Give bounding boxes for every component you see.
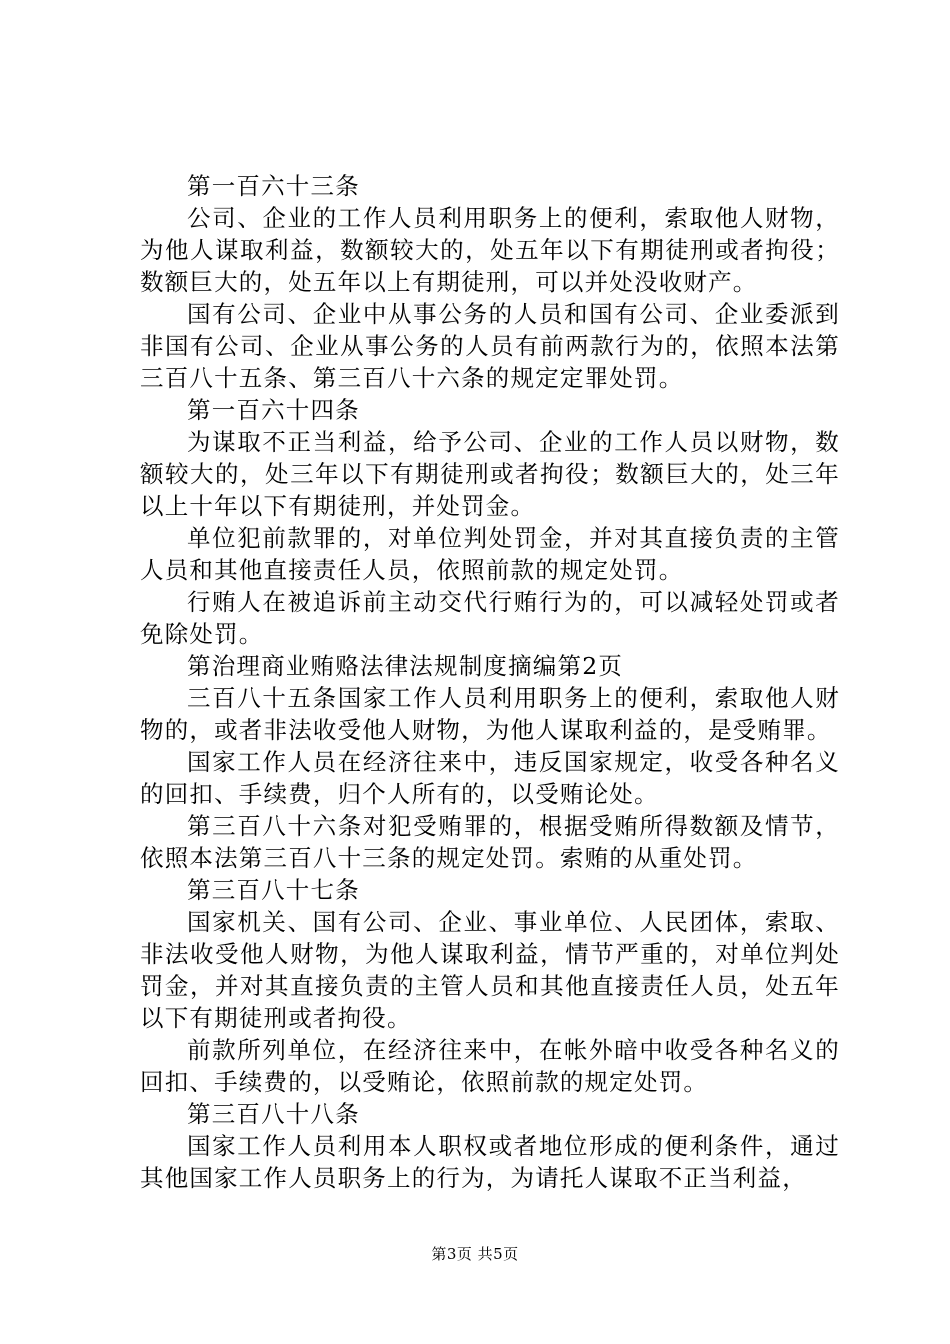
paragraph: 第三百八十六条对犯受贿罪的，根据受贿所得数额及情节，依照本法第三百八十三条的规定处罚。索贿的从重处罚。 <box>140 812 840 872</box>
paragraph: 公司、企业的工作人员利用职务上的便利，索取他人财物，为他人谋取利益，数额较大的，处五年以下有期徒刑或者拘役；数额巨大的，处五年以上有期徒刑，可以并处没收财产。 <box>140 204 840 296</box>
paragraph: 行贿人在被追诉前主动交代行贿行为的，可以减轻处罚或者免除处罚。 <box>140 588 840 648</box>
paragraph: 单位犯前款罪的，对单位判处罚金，并对其直接负责的主管人员和其他直接责任人员，依照前款的规定处罚。 <box>140 524 840 584</box>
article-heading-164: 第一百六十四条 <box>187 396 360 424</box>
paragraph: 国家机关、国有公司、企业、事业单位、人民团体，索取、非法收受他人财物，为他人谋取利益，情节严重的，对单位判处罚金，并对其直接负责的主管人员和其他直接责任人员，处五年以下有期徒刑或者拘役。 <box>140 908 840 1032</box>
paragraph: 第治理商业贿赂法律法规制度摘编第2页 <box>187 652 624 680</box>
paragraph: 国家工作人员在经济往来中，违反国家规定，收受各种名义的回扣、手续费，归个人所有的，以受贿论处。 <box>140 748 840 808</box>
article-heading-163: 第一百六十三条 <box>187 172 360 200</box>
page-number: 第3页 共5页 <box>431 1245 519 1263</box>
page-footer <box>0 1244 950 1264</box>
article-heading-387: 第三百八十七条 <box>187 876 360 904</box>
document-body <box>140 170 840 1194</box>
paragraph: 为谋取不正当利益，给予公司、企业的工作人员以财物，数额较大的，处三年以下有期徒刑或者拘役；数额巨大的，处三年以上十年以下有期徒刑，并处罚金。 <box>140 428 840 520</box>
paragraph: 国家工作人员利用本人职权或者地位形成的便利条件，通过其他国家工作人员职务上的行为，为请托人谋取不正当利益， <box>140 1132 840 1192</box>
article-heading-388: 第三百八十八条 <box>187 1100 360 1128</box>
paragraph: 三百八十五条国家工作人员利用职务上的便利，索取他人财物的，或者非法收受他人财物，为他人谋取利益的，是受贿罪。 <box>140 684 840 744</box>
paragraph: 前款所列单位，在经济往来中，在帐外暗中收受各种名义的回扣、手续费的，以受贿论，依照前款的规定处罚。 <box>140 1036 840 1096</box>
paragraph: 国有公司、企业中从事公务的人员和国有公司、企业委派到非国有公司、企业从事公务的人员有前两款行为的，依照本法第三百八十五条、第三百八十六条的规定定罪处罚。 <box>140 300 840 392</box>
